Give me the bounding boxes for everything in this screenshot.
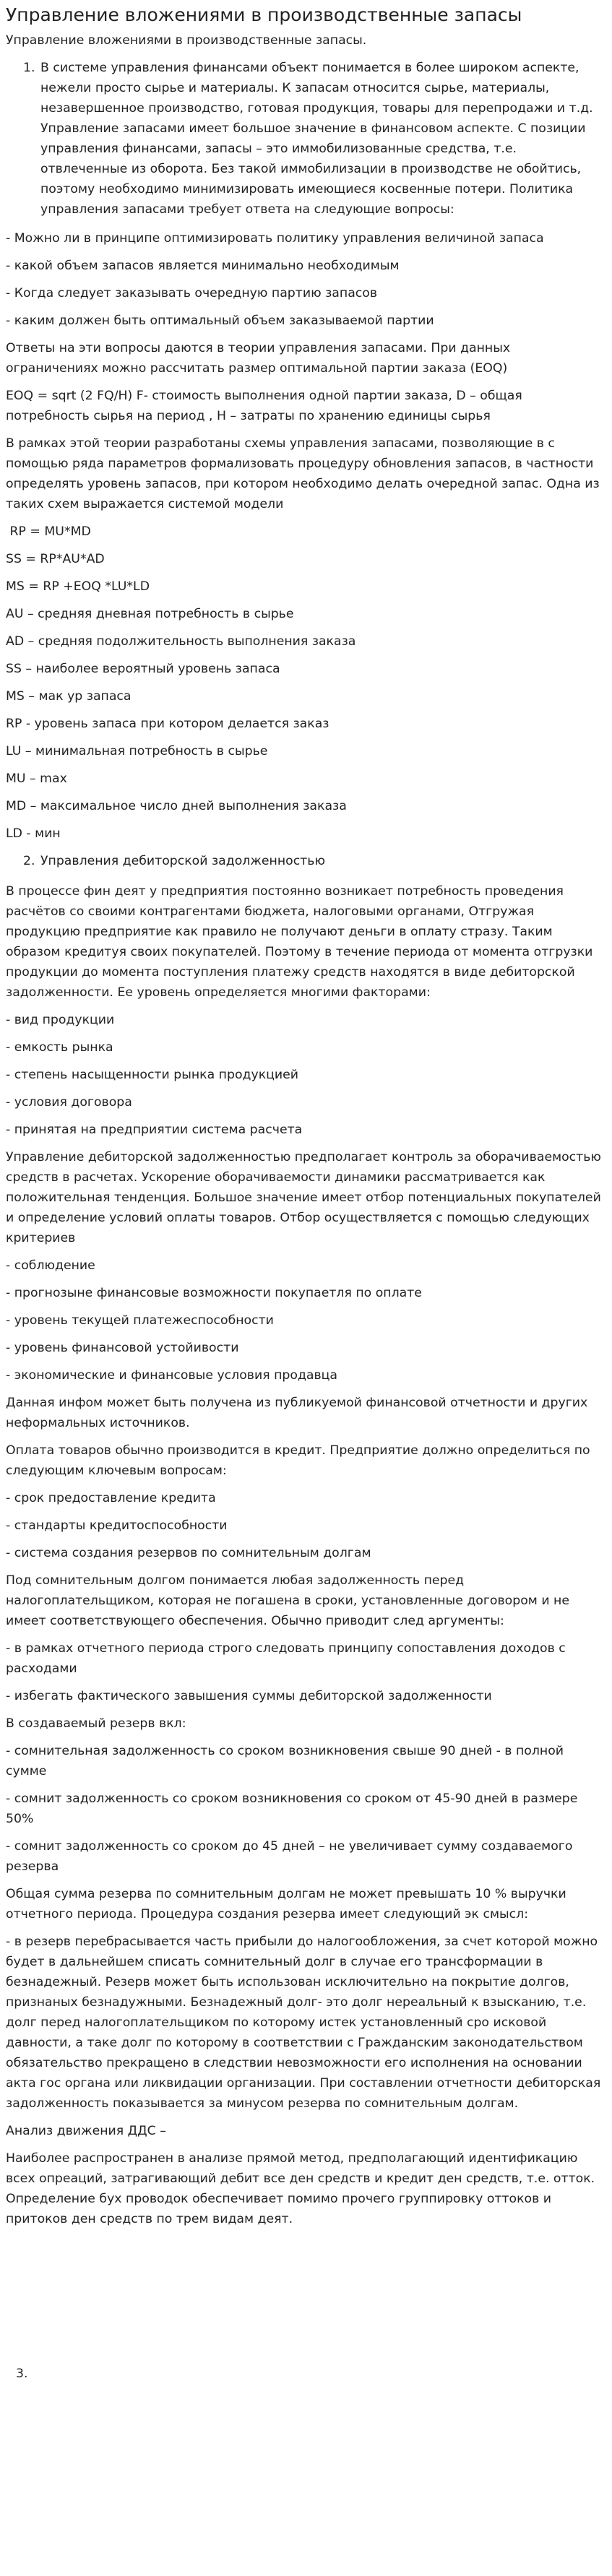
section-3-list: [6, 2364, 605, 2384]
list-number: 1.: [23, 61, 35, 75]
reserve-heading: В создаваемый резерв вкл:: [6, 1716, 186, 1731]
reserve-meaning-paragraph: - в резерв перебрасывается часть прибыли до налогообложения, за счет которой можно будет в дальнейшем списать сомнительный долг в случае его трансформации в безнадежный. Резерв может быть использован исключительно на покрытие долгов, признаных безнадужными. Безнадежный долг- это долг нереальный к взысканию, т.е. долг перед налогоплательщиком по которому истек установленный сро исковой давности, а таке долг по которому в соответствии с Гражданским законодательством обязательство прекращено в следствии невозможности его исполнения на основании акта гос органа или ликвидации организации. При составлении отчетности дебиторская задолженность показывается за минусом резерва по сомнительным долгам.: [6, 1935, 601, 2111]
page-title: Управление вложениями в производственные запасы: [6, 4, 522, 25]
question-item: - каким должен быть оптимальный объем заказываемой партии: [6, 314, 434, 328]
dds-heading: Анализ движения ДДС –: [6, 2124, 166, 2138]
factor-item: - условия договора: [6, 1095, 132, 1110]
list-number: 2.: [23, 854, 35, 868]
model-line: RP - уровень запаса при котором делается заказ: [6, 717, 329, 731]
model-line: MD – максимальное число дней выполнения заказа: [6, 799, 347, 813]
reserve-total-paragraph: Общая сумма резерва по сомнительным долгам не может превышать 10 % выручки отчетного периода. Процедура создания резерва имеет следующий эк смысл:: [6, 1887, 566, 1922]
criteria-list: [6, 1255, 605, 1386]
criteria-item: - прогнозыне финансовые возможности покупаетля по оплате: [6, 1286, 422, 1300]
factor-item: - принятая на предприятии система расчета: [6, 1123, 303, 1137]
criteria-item: - уровень финансовой устойивости: [6, 1341, 239, 1355]
section-1-text: В системе управления финансами объект понимается в более широком аспекте, нежели просто сырье и материалы. К запасам относится сырье, материалы, незавершенное производство, готовая продукция, товары для перепродажи и т.д. Управление запасами имеет большое значение в финансовом аспекте. С позиции управления финансами, запасы – это иммобилизованные средства, т.е. отвлеченные из оборота. Без такой иммобилизации в производстве не обойтись, поэтому необходимо минимизировать имеющиеся косвенные потери. Политика управления запасами требует ответа на следующие вопросы:: [40, 61, 593, 217]
credit-list: [6, 1488, 605, 1563]
argument-item: - в рамках отчетного периода строго следовать принципу сопоставления доходов с расходами: [6, 1641, 566, 1676]
section-2-list: [6, 851, 605, 871]
receivables-paragraph: В процессе фин деят у предприятия постоянно возникает потребность проведения расчётов со своими контрагентами бюджета, налоговыми органами, Отгружая продукцию предприятие как правило не получают деньги в оплату стразу. Таким образом кредитуя своих покупателей. Поэтому в течение периода от момента отгрузки продукции до момента поступления платежу средств находятся в виде дебиторской задолженности. Ее уровень определяется многими факторами:: [6, 884, 593, 1000]
model-line: AU – средняя дневная потребность в сырье: [6, 607, 294, 621]
model-line: MS – мак ур запаса: [6, 689, 132, 704]
info-paragraph: Данная инфом может быть получена из публикуемой финансовой отчетности и других неформальных источников.: [6, 1396, 588, 1430]
model-line: SS – наиболее вероятный уровень запаса: [6, 662, 280, 676]
eoq-formula: EOQ = sqrt (2 FQ/H) F- стоимость выполнения одной партии заказа, D – общая потребность сырья на период , H – затраты по хранению единицы сырья: [6, 389, 522, 423]
credit-item: - срок предоставление кредита: [6, 1491, 216, 1505]
question-item: - Когда следует заказывать очередную партию запасов: [6, 286, 378, 301]
dds-paragraph: Наиболее распространен в анализе прямой метод, предполагающий идентификацию всех опреаций, затрагивающий дебит все ден средств и кредит ден средств, т.е. отток. Определение бух проводок обеспечивает помимо прочего группировку оттоков и притоков ден средств по трем видам деят.: [6, 2151, 595, 2226]
question-item: - какой объем запасов является минимально необходимым: [6, 259, 400, 273]
model-line: LU – минимальная потребность в сырье: [6, 744, 268, 758]
section-1-list: [6, 58, 605, 220]
model-lines: [6, 522, 605, 844]
schemes-paragraph: В рамках этой теории разработаны схемы управления запасами, позволяющие в с помощью ряда параметров формализовать процедуру обновления запасов, в частности определять уровень запасов, при котором необходимо делать очередной запас. Одна из таких схем выражается системой модели: [6, 436, 600, 511]
list-number: 3.: [16, 2367, 28, 2381]
model-line: MS = RP +EOQ *LU*LD: [6, 579, 150, 594]
intro-paragraph: Управление вложениями в производственные запасы.: [6, 33, 367, 48]
credit-item: - стандарты кредитоспособности: [6, 1518, 228, 1533]
factor-item: - степень насыщенности рынка продукцией: [6, 1068, 298, 1082]
question-item: - Можно ли в принципе оптимизировать политику управления величиной запаса: [6, 231, 544, 246]
reserve-item: - сомнительная задолженность со сроком возникновения свыше 90 дней - в полной сумме: [6, 1744, 564, 1778]
argument-item: - избегать фактического завышения суммы дебиторской задолженности: [6, 1689, 492, 1703]
credit-item: - система создания резервов по сомнительным долгам: [6, 1546, 371, 1560]
section-1-item: [23, 58, 605, 220]
section-3-item: [16, 2364, 605, 2384]
factor-item: - емкость рынка: [6, 1040, 113, 1055]
model-line: RP = MU*MD: [6, 524, 91, 539]
arguments-list: [6, 1638, 605, 1706]
factor-item: - вид продукции: [6, 1013, 115, 1027]
section-2-text: Управления дебиторской задолженностью: [40, 854, 326, 868]
model-line: LD - мин: [6, 826, 61, 841]
model-line: MU – max: [6, 771, 67, 786]
questions-list: [6, 228, 605, 331]
blank-spacer: [6, 2236, 605, 2345]
control-paragraph: Управление дебиторской задолженностью предполагает контроль за оборачиваемостью средств в расчетах. Ускорение оборачиваемости динамики рассматривается как положительная тенденция. Большое значение имеет отбор потенциальных покупателей и определение условий оплаты товаров. Отбор осуществляется с помощью следующих критериев: [6, 1150, 601, 1245]
factors-list: [6, 1010, 605, 1140]
reserve-item: - сомнит задолженность со сроком возникновения со сроком от 45-90 дней в размере 50%: [6, 1791, 578, 1826]
criteria-item: - уровень текущей платежеспособности: [6, 1313, 274, 1328]
model-line: SS = RP*AU*AD: [6, 552, 105, 566]
credit-paragraph: Оплата товаров обычно производится в кредит. Предприятие должно определиться по следующим ключевым вопросам:: [6, 1443, 590, 1478]
model-line: AD – средняя подолжительность выполнения заказа: [6, 634, 356, 649]
answers-paragraph: Ответы на эти вопросы даются в теории управления запасами. При данных ограничениях можно рассчитать размер оптимальной партии заказа (EOQ): [6, 341, 511, 376]
criteria-item: - соблюдение: [6, 1258, 95, 1273]
criteria-item: - экономические и финансовые условия продавца: [6, 1368, 338, 1383]
reserve-list: [6, 1741, 605, 1877]
reserve-item: - сомнит задолженность со сроком до 45 дней – не увеличивает сумму создаваемого резерва: [6, 1839, 573, 1874]
doubtful-paragraph: Под сомнительным долгом понимается любая задолженность перед налогоплательщиком, которая не погашена в сроки, установленные договором и не имеет соответствующего обеспечения. Обычно приводит след аргументы:: [6, 1573, 569, 1628]
section-2-item: [23, 851, 605, 871]
